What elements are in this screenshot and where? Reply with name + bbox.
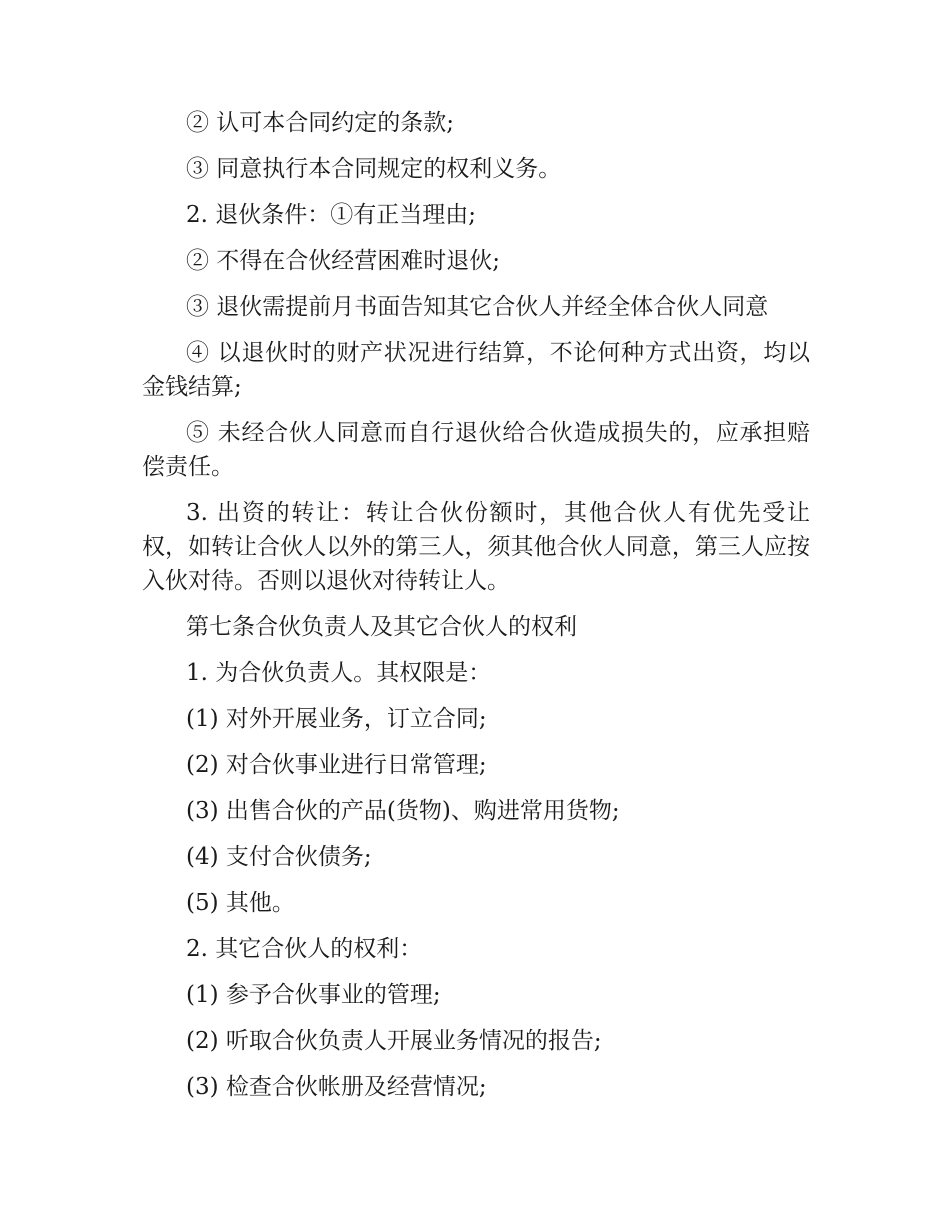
leader-power-5: (5) 其他。: [186, 890, 295, 916]
leader-power-3: (3) 出售合伙的产品(货物)、购进常用货物;: [186, 798, 620, 824]
leader-power-4: (4) 支付合伙债务;: [186, 844, 372, 870]
withdrawal-condition-5: ⑤ 未经合伙人同意而自行退伙给合伙造成损失的，应承担赔偿责任。: [142, 420, 810, 480]
partner-right-1: (1) 参予合伙事业的管理;: [186, 982, 441, 1008]
leader-power-2: (2) 对合伙事业进行日常管理;: [186, 752, 487, 778]
partner-right-3: (3) 检查合伙帐册及经营情况;: [186, 1074, 487, 1100]
withdrawal-conditions-heading: 2. 退伙条件：①有正当理由;: [186, 202, 477, 228]
document-body: [142, 106, 810, 1116]
withdrawal-condition-3: ③ 退伙需提前月书面告知其它合伙人并经全体合伙人同意: [186, 294, 769, 320]
clause-item-2-approve-terms: ② 认可本合同约定的条款;: [186, 110, 455, 136]
other-partner-rights-heading: 2. 其它合伙人的权利：: [186, 936, 423, 962]
clause-item-3-agree-rights: ③ 同意执行本合同规定的权利义务。: [186, 156, 562, 182]
leader-power-1: (1) 对外开展业务，订立合同;: [186, 706, 487, 732]
withdrawal-condition-4: ④ 以退伙时的财产状况进行结算，不论何种方式出资，均以金钱结算;: [142, 340, 810, 400]
capital-transfer-clause: 3. 出资的转让：转让合伙份额时，其他合伙人有优先受让权，如转让合伙人以外的第三人，须其他合伙人同意，第三人应按入伙对待。否则以退伙对待转让人。: [142, 500, 810, 594]
partner-leader-powers-heading: 1. 为合伙负责人。其权限是：: [186, 660, 492, 686]
article-7-heading: 第七条合伙负责人及其它合伙人的权利: [186, 614, 577, 640]
withdrawal-condition-2: ② 不得在合伙经营困难时退伙;: [186, 248, 501, 274]
partner-right-2: (2) 听取合伙负责人开展业务情况的报告;: [186, 1028, 602, 1054]
